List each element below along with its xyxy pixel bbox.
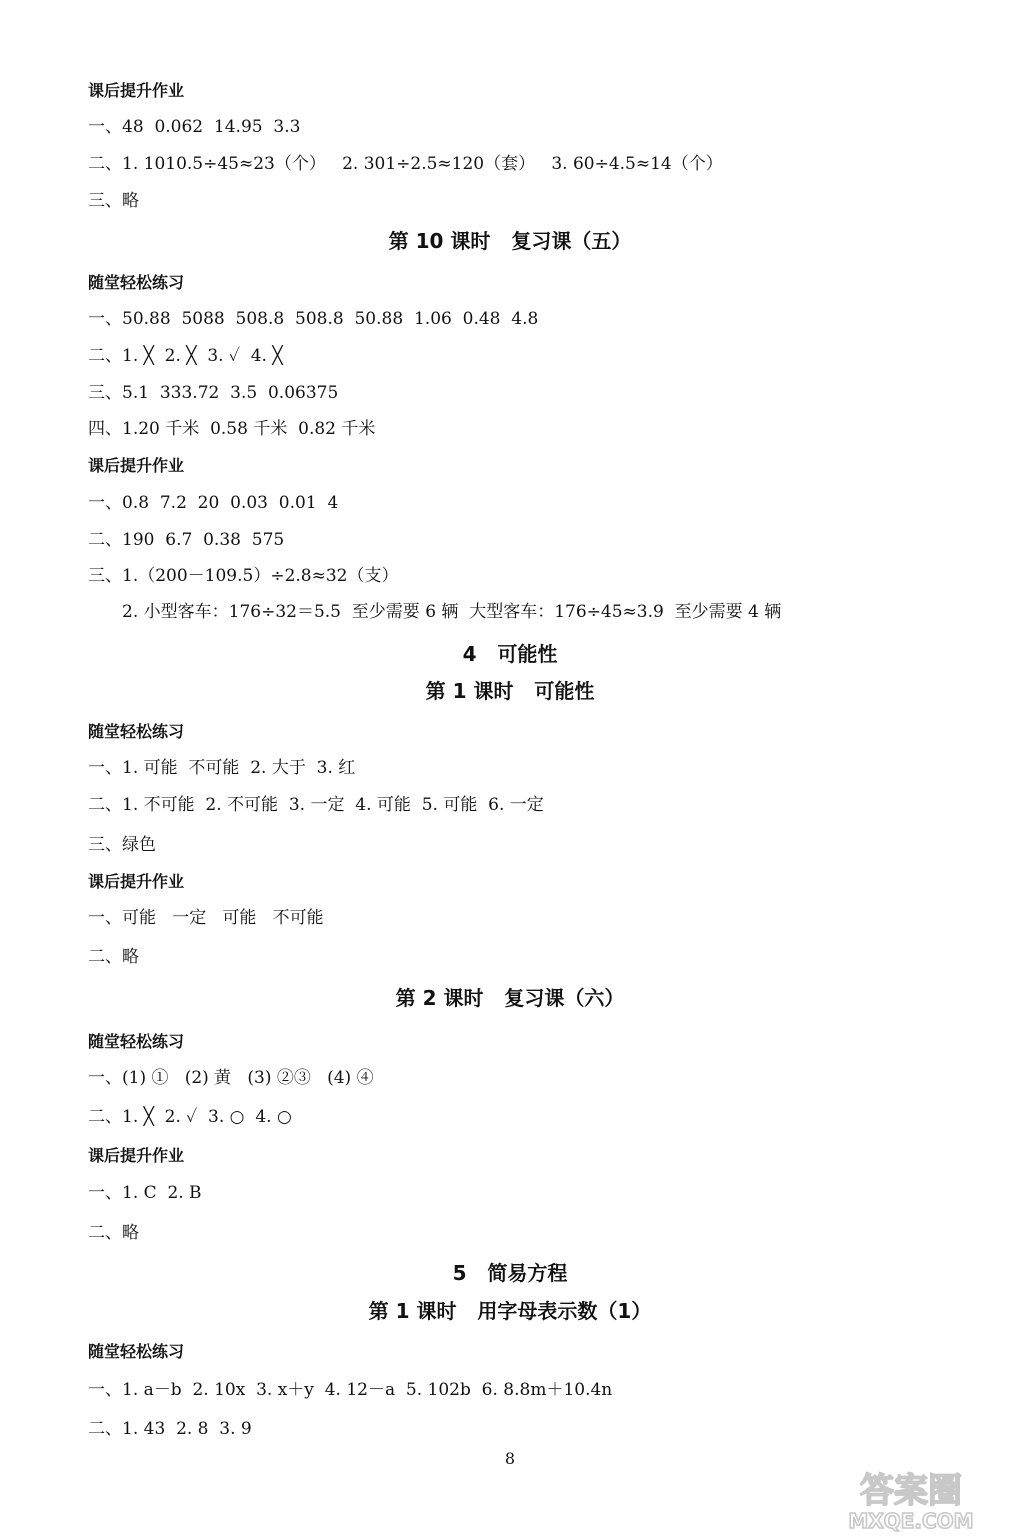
- answer-line: 一、48 0.062 14.95 3.3: [88, 117, 301, 137]
- watermark-url: MXQE.COM: [848, 1509, 974, 1532]
- section-heading: 随堂轻松练习: [88, 1032, 185, 1051]
- answer-line: 二、1. 43 2. 8 3. 9: [88, 1419, 252, 1439]
- answer-line: 一、1. C 2. B: [88, 1183, 202, 1203]
- answer-line: 二、190 6.7 0.38 575: [88, 530, 285, 550]
- answer-line: 一、1. a－b 2. 10x 3. x＋y 4. 12－a 5. 102b 6. 8.8m＋10.4n: [88, 1380, 613, 1400]
- answer-line: 二、略: [88, 947, 139, 967]
- section-heading: 随堂轻松练习: [88, 273, 185, 292]
- section-heading: 课后提升作业: [88, 872, 185, 891]
- answer-line: 一、1. 可能 不可能 2. 大于 3. 红: [88, 758, 356, 778]
- section-heading: 课后提升作业: [88, 456, 185, 475]
- answer-line: 2. 小型客车：176÷32＝5.5 至少需要 6 辆 大型客车：176÷45≈3.9 至少需要 4 辆: [122, 602, 782, 622]
- answer-line: 三、略: [88, 191, 139, 211]
- answer-line: 二、1. 1010.5÷45≈23（个） 2. 301÷2.5≈120（套） 3. 60÷4.5≈14（个）: [88, 154, 723, 174]
- lesson-title: 第 10 课时 复习课（五）: [388, 229, 632, 253]
- page-number: 8: [504, 1449, 516, 1468]
- answer-line: 二、略: [88, 1223, 139, 1243]
- section-heading: 课后提升作业: [88, 1146, 185, 1165]
- answer-line: 二、1. ╳ 2. ✓ 3. ○ 4. ○: [88, 1107, 292, 1127]
- answer-line: 二、1. 不可能 2. 不可能 3. 一定 4. 可能 5. 可能 6. 一定: [88, 795, 544, 815]
- watermark-logo: [816, 1468, 1006, 1532]
- answer-line: 一、50.88 5088 508.8 508.8 50.88 1.06 0.48 4.8: [88, 309, 539, 329]
- section-heading: 随堂轻松练习: [88, 722, 185, 741]
- section-heading: 随堂轻松练习: [88, 1342, 185, 1361]
- unit-title: 4 可能性: [462, 642, 558, 666]
- answer-line: 三、绿色: [88, 835, 156, 855]
- answer-line: 一、0.8 7.2 20 0.03 0.01 4: [88, 493, 339, 513]
- answer-line: 一、(1) ① (2) 黄 (3) ②③ (4) ④: [88, 1068, 374, 1088]
- lesson-title: 第 2 课时 复习课（六）: [395, 986, 625, 1010]
- section-heading: 课后提升作业: [88, 81, 185, 100]
- answer-line: 三、1.（200－109.5）÷2.8≈32（支）: [88, 566, 399, 586]
- lesson-title: 第 1 课时 可能性: [425, 679, 595, 703]
- answer-line: 二、1. ╳ 2. ╳ 3. ✓ 4. ╳: [88, 346, 283, 366]
- watermark-title: 答案圈: [860, 1471, 962, 1511]
- answer-line: 三、5.1 333.72 3.5 0.06375: [88, 383, 339, 403]
- answer-line: 一、可能 一定 可能 不可能: [88, 908, 324, 928]
- answer-line: 四、1.20 千米 0.58 千米 0.82 千米: [88, 419, 376, 439]
- unit-title: 5 简易方程: [452, 1261, 568, 1285]
- lesson-title: 第 1 课时 用字母表示数（1）: [368, 1299, 652, 1323]
